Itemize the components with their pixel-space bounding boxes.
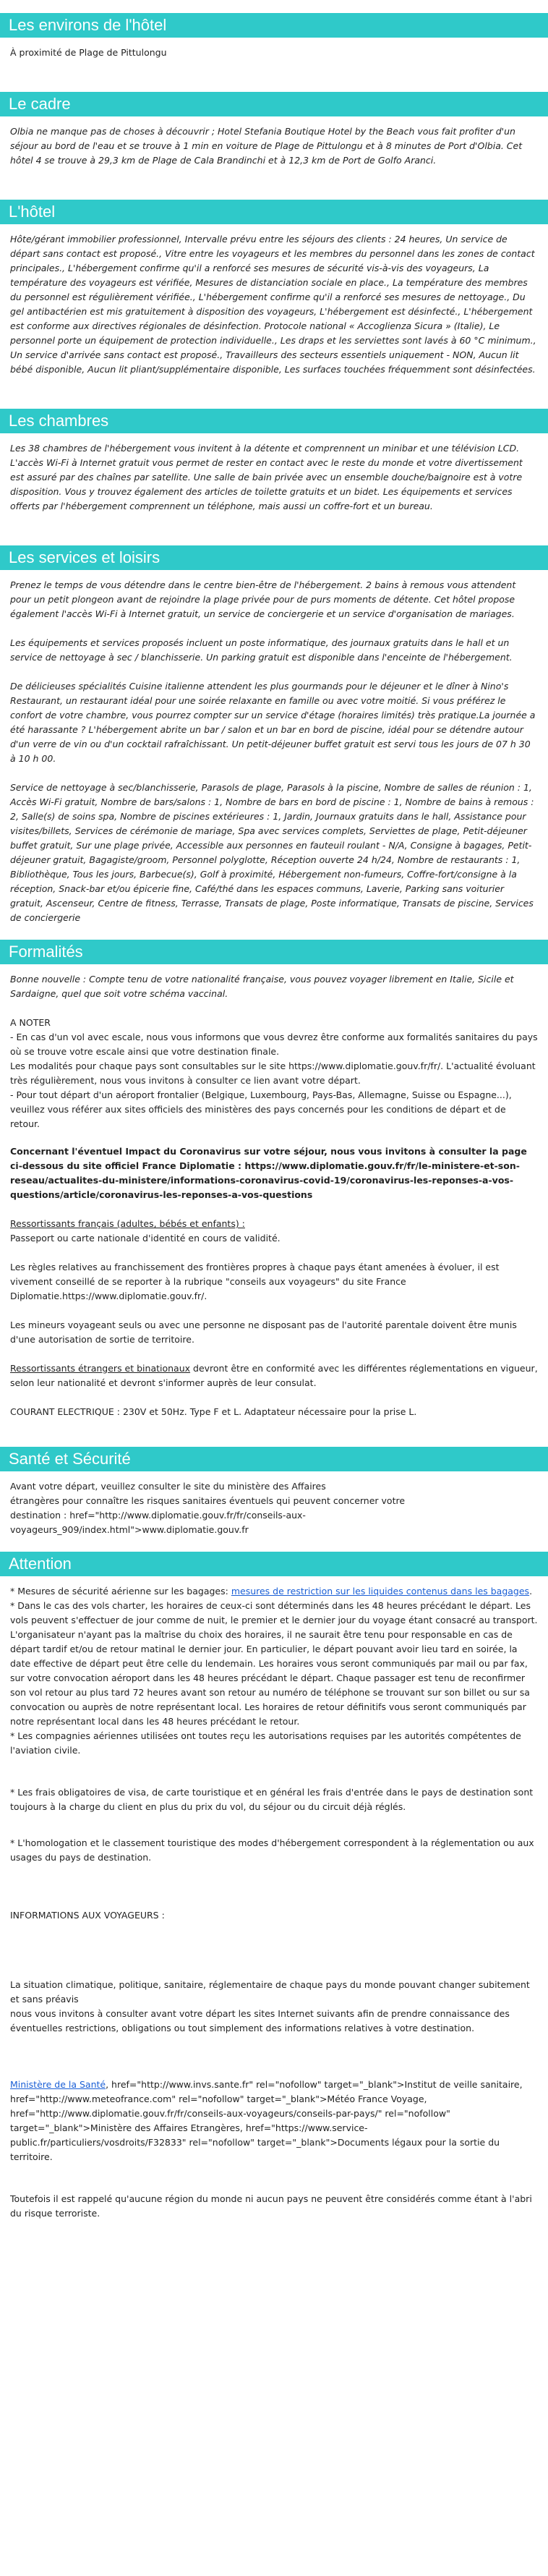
sante-line-2: étrangères pour connaître les risques sanitaires éventuels qui peuvent concerner votre	[10, 1495, 406, 1506]
ress-fr-text: Passeport ou carte nationale d'identité en cours de validité.	[10, 1233, 281, 1244]
courant-text: COURANT ELECTRIQUE : 230V et 50Hz. Type F et L. Adaptateur nécessaire pour la prise L.	[10, 1406, 417, 1417]
attention-header	[0, 1552, 548, 1576]
cadre-header	[0, 92, 548, 116]
loisirs-header	[0, 545, 548, 570]
note-line-2: Les modalités pour chaque pays sont consultables sur le site https://www.diplomatie.gouv.fr/fr/. L'actualité évoluant très régulièrement, nous vous invitons à consulter ce lien avant votre départ.	[10, 1060, 536, 1086]
charter-text: * Dans le cas des vols charter, les horaires de ceux-ci sont déterminés dans les 48 heures précédant le départ. Les vols peuvent s'effectuer de jour comme de nuit, le premier et le dernier jour du voyage étant consacré au transport. L'organisateur n'ayant pas la maîtrise du choix des horaires, il ne saurait être tenu pour responsable en cas de départ tardif et/ou de retour matinal le dernier jour. En particulier, le départ pouvant avoir lieu tard en soirée, la date effective de départ peut être celle du lendemain. Les horaires vous seront communiqués par mail ou par fax, sur votre convocation aéroport dans les 48 heures précédant le départ. Chaque passager est tenu de reconfirmer son vol retour au plus tard 72 heures avant son retour au numéro de téléphone se trouvant sur son billet ou sur sa convocation ou auprès de notre représentant local. Les horaires de retour définitifs vous seront communiqués par notre représentant local dans les 48 heures précédant le retour.	[10, 1600, 538, 1727]
loisirs-body	[0, 570, 548, 925]
terrorisme-text: Toutefois il est rappelé qu'aucune région du monde ni aucun pays ne peuvent être considérés comme étant à l'abri du risque terroriste.	[10, 2193, 532, 2219]
mineurs-text: Les mineurs voyageant seuls ou avec une personne ne disposant pas de l'autorité parentale doivent être munis d'une autorisation de sortie de territoire.	[10, 1319, 517, 1345]
hotel-header	[0, 200, 548, 224]
bagages-prefix: * Mesures de sécurité aérienne sur les bagages:	[10, 1586, 231, 1597]
situation-line-1: La situation climatique, politique, sanitaire, réglementaire de chaque pays du monde pouvant changer subitement et sans préavis	[10, 1979, 530, 2005]
note-line-1: - En cas d'un vol avec escale, nous vous informons que vous devrez être conforme aux formalités sanitaires du pays où se trouve votre escale ainsi que votre destination finale.	[10, 1032, 538, 1057]
ress-etr-text: devront être en conformité avec les différentes réglementations en vigueur, selon leur nationalité et devront s'informer auprès de leur consulat.	[10, 1363, 538, 1388]
note-title: A NOTER	[10, 1017, 51, 1028]
chambres-body	[0, 433, 548, 514]
environs-header	[0, 13, 548, 38]
ministere-links-text: , href="http://www.invs.sante.fr" rel="nofollow" target="_blank">Institut de veille sanitaire, href="http://www.meteofrance.com" rel="nofollow" target="_blank">Météo France Voyage, href="http://www.diplomatie.gouv.fr/fr/conseils-aux-voyageurs/conseils-par-pays/" rel="nofollow" target="_blank">Ministère des Affaires Etrangères, href="https://www.service-public.fr/particuliers/vosdroits/F32833" rel="nofollow" target="_blank">Documents légaux pour la sortie du territoire.	[10, 2079, 523, 2162]
loisirs-p1: Prenez le temps de vous détendre dans le centre bien-être de l'hébergement. 2 bains à remous vous attendent pour un petit plongeon avant de rejoindre la plage privée pour de purs moments de détente. Cet hôtel propose également l'accès Wi-Fi à Internet gratuit, un service de conciergerie et un service d'organisation de mariages.	[10, 579, 516, 619]
sante-body	[0, 1471, 548, 1537]
formalites-title: Formalités	[9, 943, 83, 961]
ress-etr-title: Ressortissants étrangers et binationaux	[10, 1363, 191, 1374]
note-line-3: - Pour tout départ d'un aéroport frontalier (Belgique, Luxembourg, Pays-Bas, Allemagne, Suisse ou Espagne...), veuillez vous référer aux sites officiels des ministères des pays concernés pour les conditions de départ et de retour.	[10, 1089, 512, 1129]
cadre-body	[0, 116, 548, 168]
chambres-header	[0, 409, 548, 433]
formalites-body	[0, 964, 548, 1419]
attention-body	[0, 1576, 548, 2221]
loisirs-title: Les services et loisirs	[9, 548, 160, 566]
covid-notice: Concernant l'éventuel Impact du Coronavirus sur votre séjour, nous vous invitons à consulter la page ci-dessous du site officiel France Diplomatie : https://www.diplomatie.gouv.fr/fr/le-ministere-et-son-reseau/actualites-du-ministere/informations-coronavirus-covid-19/coronavirus-les-reponses-a-vos-questions/article/coronavirus-les-reponses-a-vos-questions	[10, 1146, 527, 1200]
sante-title: Santé et Sécurité	[9, 1450, 131, 1468]
hotel-body	[0, 224, 548, 377]
infos-voyageurs-title: INFORMATIONS AUX VOYAGEURS :	[10, 1910, 165, 1921]
ress-fr-title: Ressortissants français (adultes, bébés et enfants) :	[10, 1218, 245, 1229]
attention-title: Attention	[9, 1555, 72, 1573]
loisirs-p4: Service de nettoyage à sec/blanchisserie, Parasols de plage, Parasols à la piscine, Nombre de salles de réunion : 1, Accès Wi-Fi gratuit, Nombre de bars/salons : 1, Nombre de bars en bord de piscine : 1, Nombre de bains à remous : 2, Salle(s) de soins spa, Nombre de piscines extérieures : 1, Jardin, Journaux gratuits dans le hall, Assistance pour visites/billets, Services de cérémonie de mariage, Spa avec services complets, Serviettes de plage, Petit-déjeuner buffet gratuit, Sur une plage privée, Accessible aux personnes en fauteuil roulant - N/A, Consigne à bagages, Petit-déjeuner gratuit, Bagagiste/groom, Personnel polyglotte, Réception ouverte 24 h/24, Nombre de restaurants : 1, Bibliothèque, Tous les jours, Barbecue(s), Golf à proximité, Hébergement non-fumeurs, Coffre-fort/consigne à la réception, Snack-bar et/ou épicerie fine, Café/thé dans les espaces communs, Laverie, Parking sans voiturier gratuit, Ascenseur, Centre de fitness, Terrasse, Transats de plage, Poste informatique, Transats de piscine, Services de conciergerie	[10, 782, 534, 923]
hotel-text: Hôte/gérant immobilier professionnel, Intervalle prévu entre les séjours des clients : 24 heures, Un service de départ sans contact est proposé., Vitre entre les voyageurs et les membres du personnel dans les zones de contact principales., L'hébergement confirme qu'il a renforcé ses mesures de sécurité vis-à-vis des voyageurs, La température des voyageurs est vérifiée, Mesures de distanciation sociale en place., La température des membres du personnel est régulièrement vérifiée., L'hébergement confirme qu'il a renforcé ses mesures de nettoyage., Du gel antibactérien est mis gratuitement à disposition des voyageurs, L'hébergement est désinfecté., L'hébergement est conforme aux directives régionales de désinfection. Protocole national « Accoglienza Sicura » (Italie), Le personnel porte un équipement de protection individuelle., Les draps et les serviettes sont lavés à 60 °C minimum., Un service d'arrivée sans contact est proposé., Travailleurs des secteurs essentiels uniquement - NON, Aucun lit bébé disponible, Aucun lit pliant/supplémentaire disponible, Les surfaces touchées fréquemment sont désinfectées.	[10, 234, 536, 375]
chambres-title: Les chambres	[9, 412, 109, 430]
formalites-p1: Bonne nouvelle : Compte tenu de votre nationalité française, vous pouvez voyager librement en Italie, Sicile et Sardaigne, quel que soit votre schéma vaccinal.	[10, 974, 514, 999]
compagnies-text: * Les compagnies aériennes utilisées ont toutes reçu les autorisations requises par les autorités compétentes de l'aviation civile.	[10, 1730, 521, 1756]
hotel-title: L'hôtel	[9, 203, 56, 221]
environs-body	[0, 38, 548, 60]
sante-line-1: Avant votre départ, veuillez consulter le site du ministère des Affaires	[10, 1481, 326, 1492]
loisirs-p3: De délicieuses spécialités Cuisine italienne attendent les plus gourmands pour le déjeuner et le dîner à Nino's Restaurant, un restaurant idéal pour une soirée relaxante en famille ou avec votre moitié. Si vous préférez le confort de votre chambre, vous pourrez compter sur un service d'étage (horaires limités) très pratique.La journée a été harassante ? L'hébergement abrite un bar / salon et un bar en bord de piscine, idéal pour se détendre autour d'un verre de vin ou d'un cocktail rafraîchissant. Un petit-déjeuner buffet gratuit est servi tous les jours de 07 h 30 à 10 h 00.	[10, 681, 536, 764]
environs-text: À proximité de Plage de Pittulongu	[10, 47, 167, 58]
sante-line-3: destination : href="http://www.diplomatie.gouv.fr/fr/conseils-aux-voyageurs_909/index.html">www.diplomatie.gouv.fr	[10, 1510, 306, 1535]
frontieres-rules: Les règles relatives au franchissement des frontières propres à chaque pays étant amenées à évoluer, il est vivement conseillé de se reporter à la rubrique "conseils aux voyageurs" du site France Diplomatie.https://www.diplomatie.gouv.fr/.	[10, 1262, 500, 1301]
chambres-text: Les 38 chambres de l'hébergement vous invitent à la détente et comprennent un minibar et une télévision LCD. L'accès Wi-Fi à Internet gratuit vous permet de rester en contact avec le reste du monde et votre divertissement est assuré par des chaînes par satellite. Une salle de bain privée avec un ensemble douche/baignoire est à votre disposition. Vous y trouvez également des articles de toilette gratuits et un bidet. Les équipements et services offerts par l'hébergement comprennent un téléphone, mais aussi un coffre-fort et un bureau.	[10, 443, 523, 511]
homologation-text: * L'homologation et le classement touristique des modes d'hébergement correspondent à la réglementation ou aux usages du pays de destination.	[10, 1837, 534, 1863]
loisirs-p2: Les équipements et services proposés incluent un poste informatique, des journaux gratuits dans le hall et un service de nettoyage à sec / blanchisserie. Un parking gratuit est disponible dans l'enceinte de l'hébergement.	[10, 637, 513, 663]
sante-header	[0, 1447, 548, 1471]
ministere-sante-link[interactable]: Ministère de la Santé	[10, 2079, 106, 2090]
cadre-title: Le cadre	[9, 95, 71, 113]
cadre-text: Olbia ne manque pas de choses à découvrir ; Hotel Stefania Boutique Hotel by the Beach vous fait profiter d'un séjour au bord de l'eau et se trouve à 1 min en voiture de Plage de Pittulongu et à 8 minutes de Port d'Olbia. Cet hôtel 4 se trouve à 29,3 km de Plage de Cala Brandinchi et à 12,3 km de Port de Golfo Aranci.	[10, 126, 523, 166]
bagages-restriction-link[interactable]: mesures de restriction sur les liquides contenus dans les bagages	[231, 1586, 530, 1597]
situation-line-2: nous vous invitons à consulter avant votre départ les sites Internet suivants afin de prendre connaissance des éventuelles restrictions, obligations ou tout simplement des informations relatives à votre destination.	[10, 2008, 510, 2033]
formalites-header	[0, 940, 548, 964]
environs-title: Les environs de l'hôtel	[9, 16, 167, 34]
frais-text: * Les frais obligatoires de visa, de carte touristique et en général les frais d'entrée dans le pays de destination sont toujours à la charge du client en plus du prix du vol, du séjour ou du circuit déjà réglés.	[10, 1787, 534, 1812]
bagages-suffix: .	[529, 1586, 533, 1597]
